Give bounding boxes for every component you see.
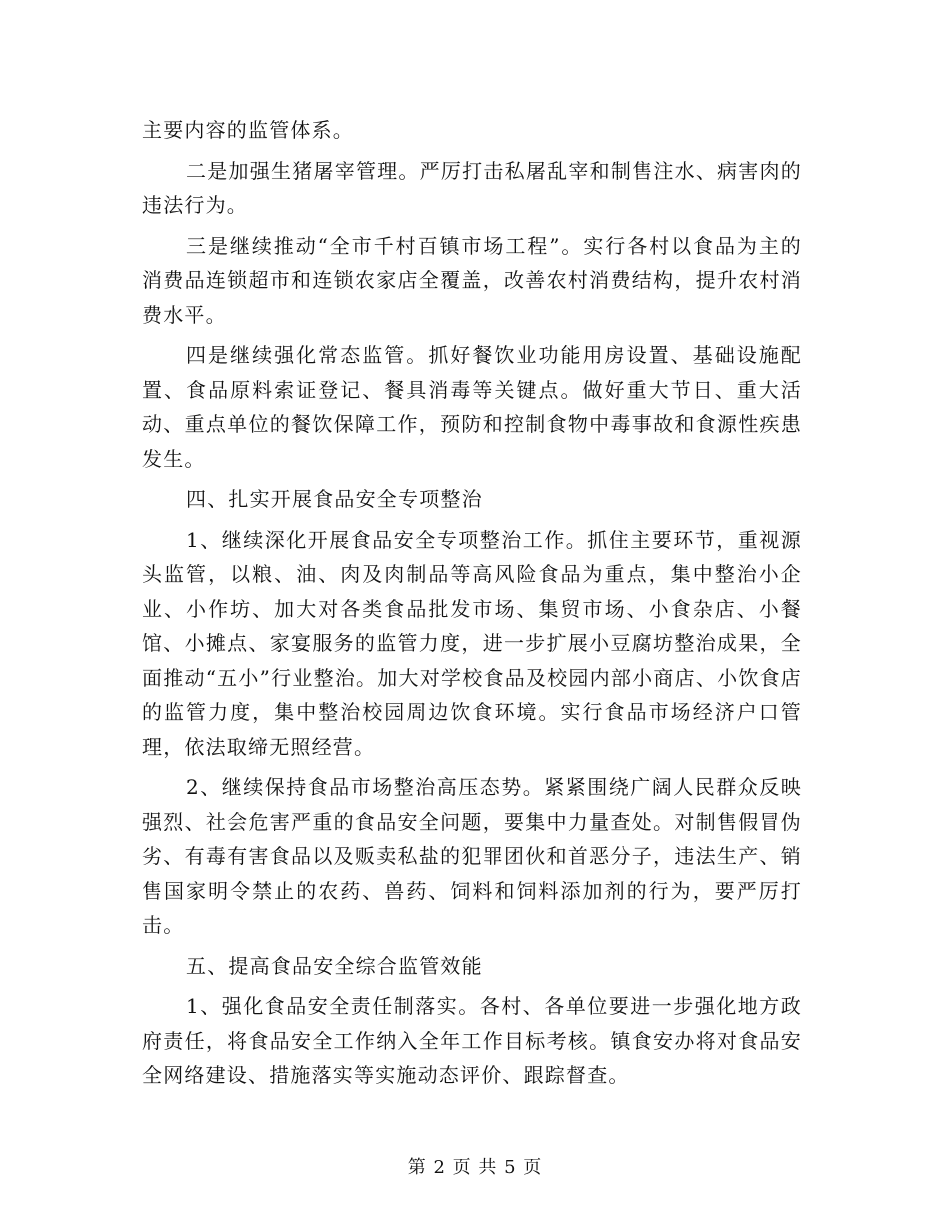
paragraph-routine-supervision: 四是继续强化常态监管。抓好餐饮业功能用房设置、基础设施配置、食品原料索证登记、餐具消毒等关键点。做好重大节日、重大活动、重点单位的餐饮保障工作，预防和控制食物中毒事故和食源性疾患发生。 xyxy=(142,343,802,471)
paragraph-intro-continuation: 主要内容的监管体系。 xyxy=(142,118,354,142)
document-body xyxy=(142,113,802,1093)
paragraph-market-crackdown: 2、继续保持食品市场整治高压态势。紧紧围绕广阔人民群众反映强烈、社会危害严重的食品安全问题，要集中力量查处。对制售假冒伪劣、有毒有害食品以及贩卖私盐的犯罪团伙和首恶分子，违法生产、销售国家明令禁止的农药、兽药、饲料和饲料添加剂的行为，要严厉打击。 xyxy=(142,775,802,937)
paragraph-special-rectification: 1、继续深化开展食品安全专项整治工作。抓住主要环节，重视源头监管，以粮、油、肉及肉制品等高风险食品为重点，集中整治小企业、小作坊、加大对各类食品批发市场、集贸市场、小食杂店、小餐馆、小摊点、家宴服务的监管力度，进一步扩展小豆腐坊整治成果，全面推动“五小”行业整治。加大对学校食品及校园内部小商店、小饮食店的监管力度，集中整治校园周边饮食环境。实行食品市场经济户口管理，依法取缔无照经营。 xyxy=(142,527,802,759)
section-heading-five: 五、提高食品安全综合监管效能 xyxy=(186,953,483,978)
page-footer: 第 2 页 共 5 页 xyxy=(407,1157,543,1178)
paragraph-market-project: 三是继续推动“全市千村百镇市场工程”。实行各村以食品为主的消费品连锁超市和连锁农家店全覆盖，改善农村消费结构，提升农村消费水平。 xyxy=(142,233,802,327)
paragraph-responsibility: 1、强化食品安全责任制落实。各村、各单位要进一步强化地方政府责任，将食品安全工作纳入全年工作目标考核。镇食安办将对食品安全网络建设、措施落实等实施动态评价、跟踪督查。 xyxy=(142,994,802,1087)
section-heading-four: 四、扎实开展食品安全专项整治 xyxy=(186,487,483,511)
paragraph-pig-slaughter: 二是加强生猪屠宰管理。严厉打击私屠乱宰和制售注水、病害肉的违法行为。 xyxy=(142,158,802,217)
